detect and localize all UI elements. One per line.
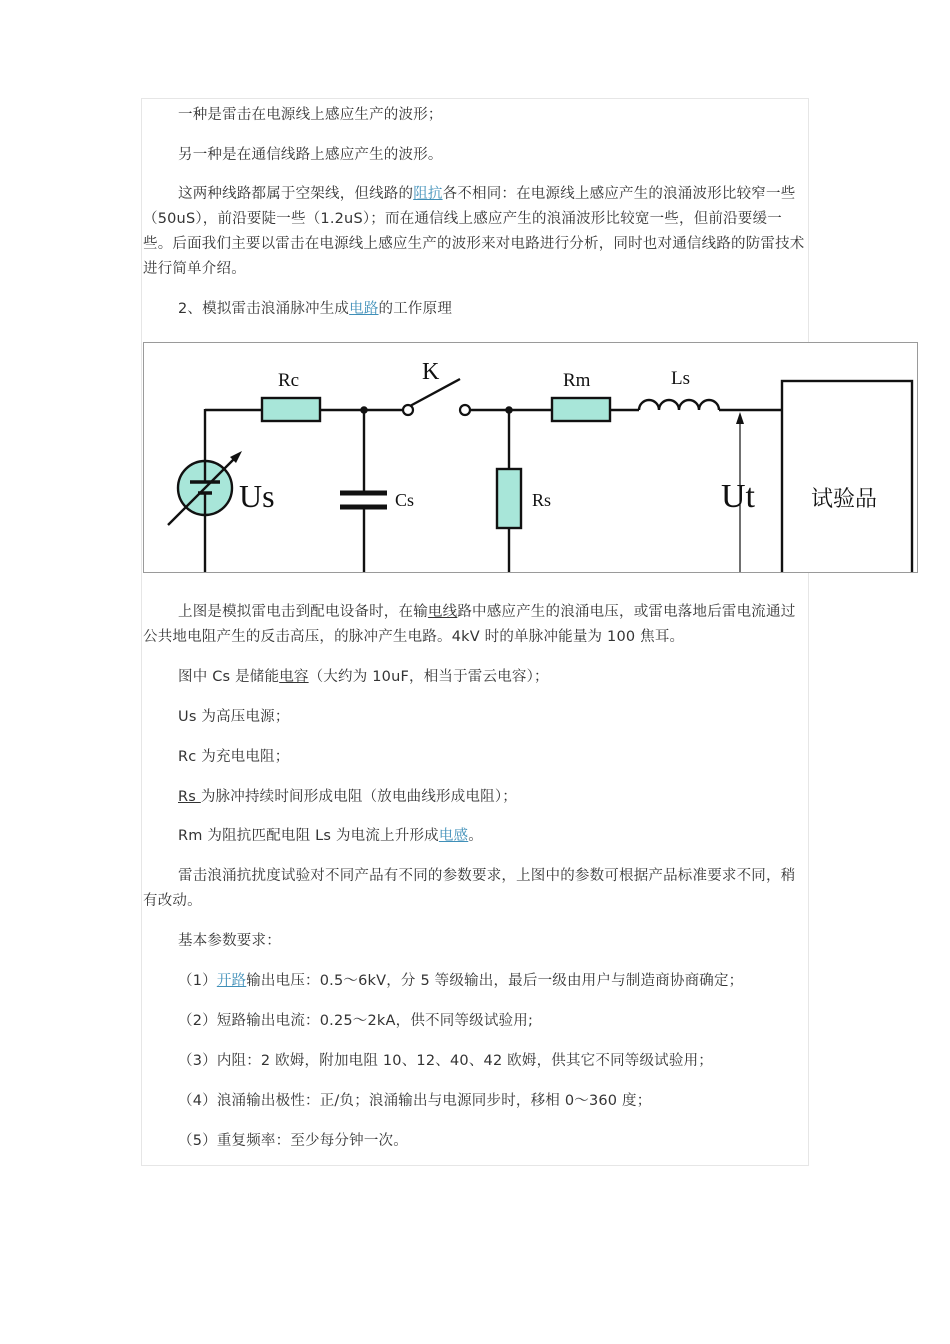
- switch-contact-right: [460, 405, 470, 415]
- requirement-5-text: （5）重复频率：至少每分钟一次。: [178, 1133, 408, 1149]
- inductor-link[interactable]: 电感: [438, 828, 469, 844]
- paragraph-1-text: 一种是雷击在电源线上感应生产的波形；: [178, 107, 443, 123]
- requirement-3: [143, 1049, 807, 1074]
- label-ut: Ut: [721, 478, 755, 515]
- device-under-test-box: [782, 381, 912, 573]
- resistor-rs: [497, 469, 521, 528]
- section-heading-text-a: 2、模拟雷击浪涌脉冲生成: [178, 301, 350, 317]
- circuit-link[interactable]: 电路: [349, 301, 379, 317]
- impedance-link[interactable]: 阻抗: [413, 186, 443, 202]
- requirement-4-text: （4）浪涌输出极性：正/负；浪涌输出与电源同步时，移相 0～360 度；: [178, 1093, 652, 1109]
- requirement-4: [143, 1089, 807, 1114]
- requirement-2: [143, 1009, 807, 1034]
- paragraph-10-text-b: 。: [468, 828, 483, 844]
- requirement-1: [143, 969, 807, 994]
- section-heading: [143, 297, 807, 322]
- requirement-2-text: （2）短路输出电流：0.25～2kA，供不同等级试验用;: [178, 1013, 534, 1029]
- paragraph-6-text-a: 图中 Cs 是储能: [178, 669, 280, 685]
- paragraph-12: [143, 929, 807, 954]
- paragraph-5-text-a: 上图是模拟雷电击到配电设备时，在输: [178, 604, 428, 620]
- paragraph-12-text: 基本参数要求：: [178, 933, 281, 949]
- paragraph-1: [143, 103, 807, 128]
- power-line-underlined: 电线: [427, 604, 458, 620]
- paragraph-3: [143, 182, 807, 282]
- paragraph-10: [143, 824, 807, 849]
- section-heading-text-b: 的工作原理: [378, 301, 453, 317]
- rs-underlined: Rs: [178, 789, 201, 805]
- resistor-rm: [552, 398, 610, 421]
- label-k: K: [422, 359, 440, 385]
- paragraph-2-text: 另一种是在通信线路上感应产生的波形。: [178, 147, 443, 163]
- surge-circuit-diagram: [143, 342, 918, 573]
- paragraph-2: [143, 143, 807, 168]
- paragraph-7-text: Us 为高压电源；: [178, 709, 290, 725]
- paragraph-9: [143, 785, 807, 810]
- paragraph-8-text: Rc 为充电电阻；: [178, 749, 290, 765]
- resistor-rc: [262, 398, 320, 421]
- inductor-ls: [639, 400, 719, 410]
- ut-arrow-head: [736, 412, 744, 424]
- requirement-1-prefix: （1）: [178, 973, 217, 989]
- paragraph-5-text-b: 路中感应产生的浪涌电压，或雷电落地后雷电流通过公共地电阻产生的反击高压，的脉冲产生电路。4kV 时的单脉冲能量为 100 焦耳。: [143, 604, 796, 645]
- paragraph-11: [143, 864, 807, 914]
- label-cs: Cs: [395, 490, 415, 510]
- label-ls: Ls: [671, 368, 690, 389]
- requirement-3-text: （3）内阻：2 欧姆，附加电阻 10、12、40、42 欧姆，供其它不同等级试验用；: [178, 1053, 713, 1069]
- paragraph-11-text: 雷击浪涌抗扰度试验对不同产品有不同的参数要求，上图中的参数可根据产品标准要求不同，稍有改动。: [143, 868, 796, 909]
- paragraph-3-text-b: 各不相同：在电源线上感应产生的浪涌波形比较窄一些（50uS），前沿要陡一些（1.2uS）；而在通信线上感应产生的浪涌波形比较宽一些，但前沿要缓一些。后面我们主要以雷击在电源线上感应生产的波形来对电路进行分析，同时也对通信线路的防雷技术进行简单介绍。: [143, 186, 805, 277]
- paragraph-7: [143, 705, 807, 730]
- open-circuit-link[interactable]: 开路: [216, 973, 247, 989]
- paragraph-10-text-a: Rm 为阻抗匹配电阻 Ls 为电流上升形成: [178, 828, 439, 844]
- paragraph-3-text-a: 这两种线路都属于空架线，但线路的: [178, 186, 414, 202]
- label-device-under-test: 试验品: [811, 487, 878, 512]
- capacitor-underlined: 电容: [279, 669, 309, 685]
- requirement-1-text: 输出电压：0.5～6kV，分 5 等级输出，最后一级由用户与制造商协商确定；: [246, 973, 744, 989]
- label-us: Us: [239, 478, 275, 514]
- paragraph-9-text: 为脉冲持续时间形成电阻（放电曲线形成电阻）；: [200, 789, 517, 805]
- label-rs: Rs: [532, 490, 552, 510]
- paragraph-6-text-b: （大约为 10uF，相当于雷云电容）；: [308, 669, 549, 685]
- paragraph-8: [143, 745, 807, 770]
- requirement-5: [143, 1129, 807, 1154]
- paragraph-5: [143, 600, 807, 650]
- label-rc: Rc: [278, 370, 300, 391]
- paragraph-6: [143, 665, 807, 690]
- label-rm: Rm: [563, 370, 591, 391]
